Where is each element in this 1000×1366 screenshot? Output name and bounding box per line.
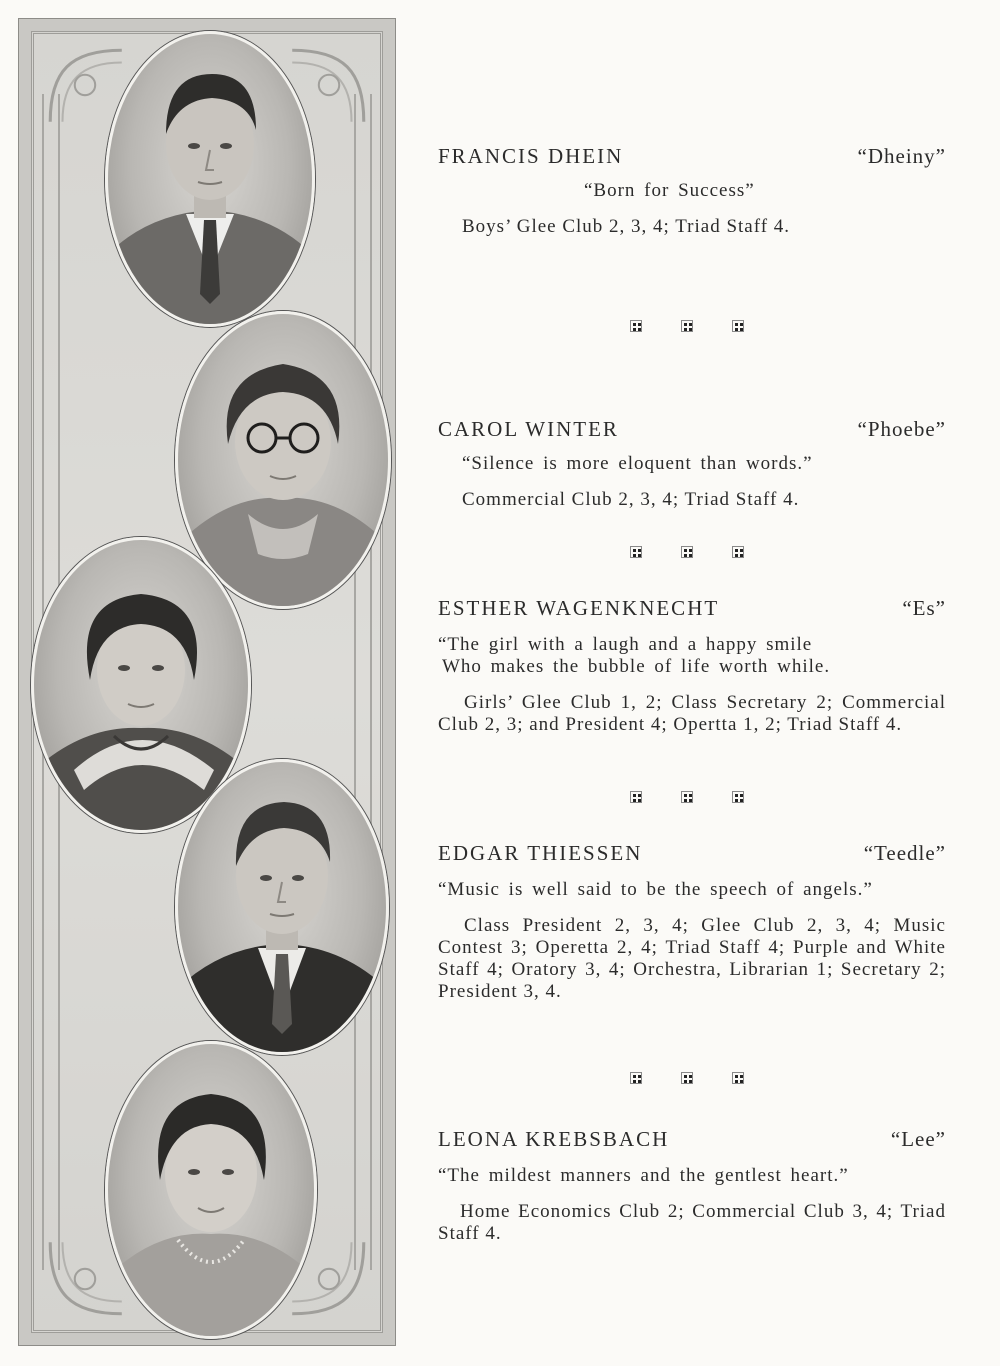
four-dot-icon xyxy=(732,791,744,803)
student-nickname: “Es” xyxy=(902,596,946,620)
female-portrait-icon xyxy=(178,314,388,606)
student-motto: “Music is well said to be the speech of angels.” xyxy=(438,879,873,900)
student-name: ESTHER WAGENKNECHT xyxy=(438,596,720,620)
four-dot-icon xyxy=(732,1072,744,1084)
name-row xyxy=(438,417,946,443)
student-nickname: “Phoebe” xyxy=(857,417,946,441)
student-entry-francis xyxy=(438,144,946,238)
separator-dots xyxy=(630,1072,750,1086)
student-activities: Home Economics Club 2; Commercial Club 3, 4; Triad Staff 4. xyxy=(438,1201,946,1244)
portrait-photo-leona xyxy=(105,1041,317,1339)
four-dot-icon xyxy=(681,320,693,332)
female-portrait-icon xyxy=(34,540,248,830)
four-dot-icon xyxy=(630,546,642,558)
name-row xyxy=(438,596,946,622)
portrait-photo-edgar xyxy=(175,759,389,1055)
student-entry-leona xyxy=(438,1127,946,1245)
student-activities: Commercial Club 2, 3, 4; Triad Staff 4. xyxy=(462,489,800,510)
student-motto: “Born for Success” xyxy=(584,180,755,201)
student-name: EDGAR THIESSEN xyxy=(438,841,643,865)
separator-dots xyxy=(630,546,750,560)
student-name: CAROL WINTER xyxy=(438,417,619,441)
male-portrait-icon xyxy=(178,762,386,1052)
four-dot-icon xyxy=(630,791,642,803)
female-portrait-icon xyxy=(108,1044,314,1336)
student-activities: Class President 2, 3, 4; Glee Club 2, 3, 4; Music Contest 3; Operetta 2, 4; Triad Staff 4; Purple and White Staff 4; Oratory 3, 4; Orchestra, Librarian 1; Secretary 2; President 3, 4. xyxy=(438,915,946,1002)
student-motto: “Silence is more eloquent than words.” xyxy=(462,453,813,474)
four-dot-icon xyxy=(630,1072,642,1084)
student-entry-esther xyxy=(438,596,946,736)
panel-border-right xyxy=(354,94,372,1270)
separator-dots xyxy=(630,320,750,334)
four-dot-icon xyxy=(681,546,693,558)
portrait-photo-carol xyxy=(175,311,391,609)
photo-panel xyxy=(18,18,396,1346)
student-nickname: “Dheiny” xyxy=(857,144,946,168)
name-row xyxy=(438,1127,946,1153)
name-row xyxy=(438,144,946,170)
student-motto: “The mildest manners and the gentlest heart.” xyxy=(438,1165,849,1186)
student-name: LEONA KREBSBACH xyxy=(438,1127,670,1151)
portrait-photo-francis xyxy=(105,31,315,327)
separator-dots xyxy=(630,791,750,805)
student-activities: Girls’ Glee Club 1, 2; Class Secretary 2; Commercial Club 2, 3; and President 4; Opertta 1, 2; Triad Staff 4. xyxy=(438,692,946,735)
student-nickname: “Lee” xyxy=(890,1127,946,1151)
male-portrait-icon xyxy=(108,34,312,324)
name-row xyxy=(438,841,946,867)
student-entry-edgar xyxy=(438,841,946,1003)
student-motto: “The girl with a laugh and a happy smile xyxy=(438,634,813,655)
student-activities: Boys’ Glee Club 2, 3, 4; Triad Staff 4. xyxy=(462,216,791,237)
four-dot-icon xyxy=(732,320,744,332)
four-dot-icon xyxy=(732,546,744,558)
student-motto-line2: Who makes the bubble of life worth while. xyxy=(442,656,831,677)
four-dot-icon xyxy=(630,320,642,332)
student-name: FRANCIS DHEIN xyxy=(438,144,624,168)
four-dot-icon xyxy=(681,791,693,803)
student-entry-carol xyxy=(438,417,946,511)
four-dot-icon xyxy=(681,1072,693,1084)
student-nickname: “Teedle” xyxy=(863,841,946,865)
